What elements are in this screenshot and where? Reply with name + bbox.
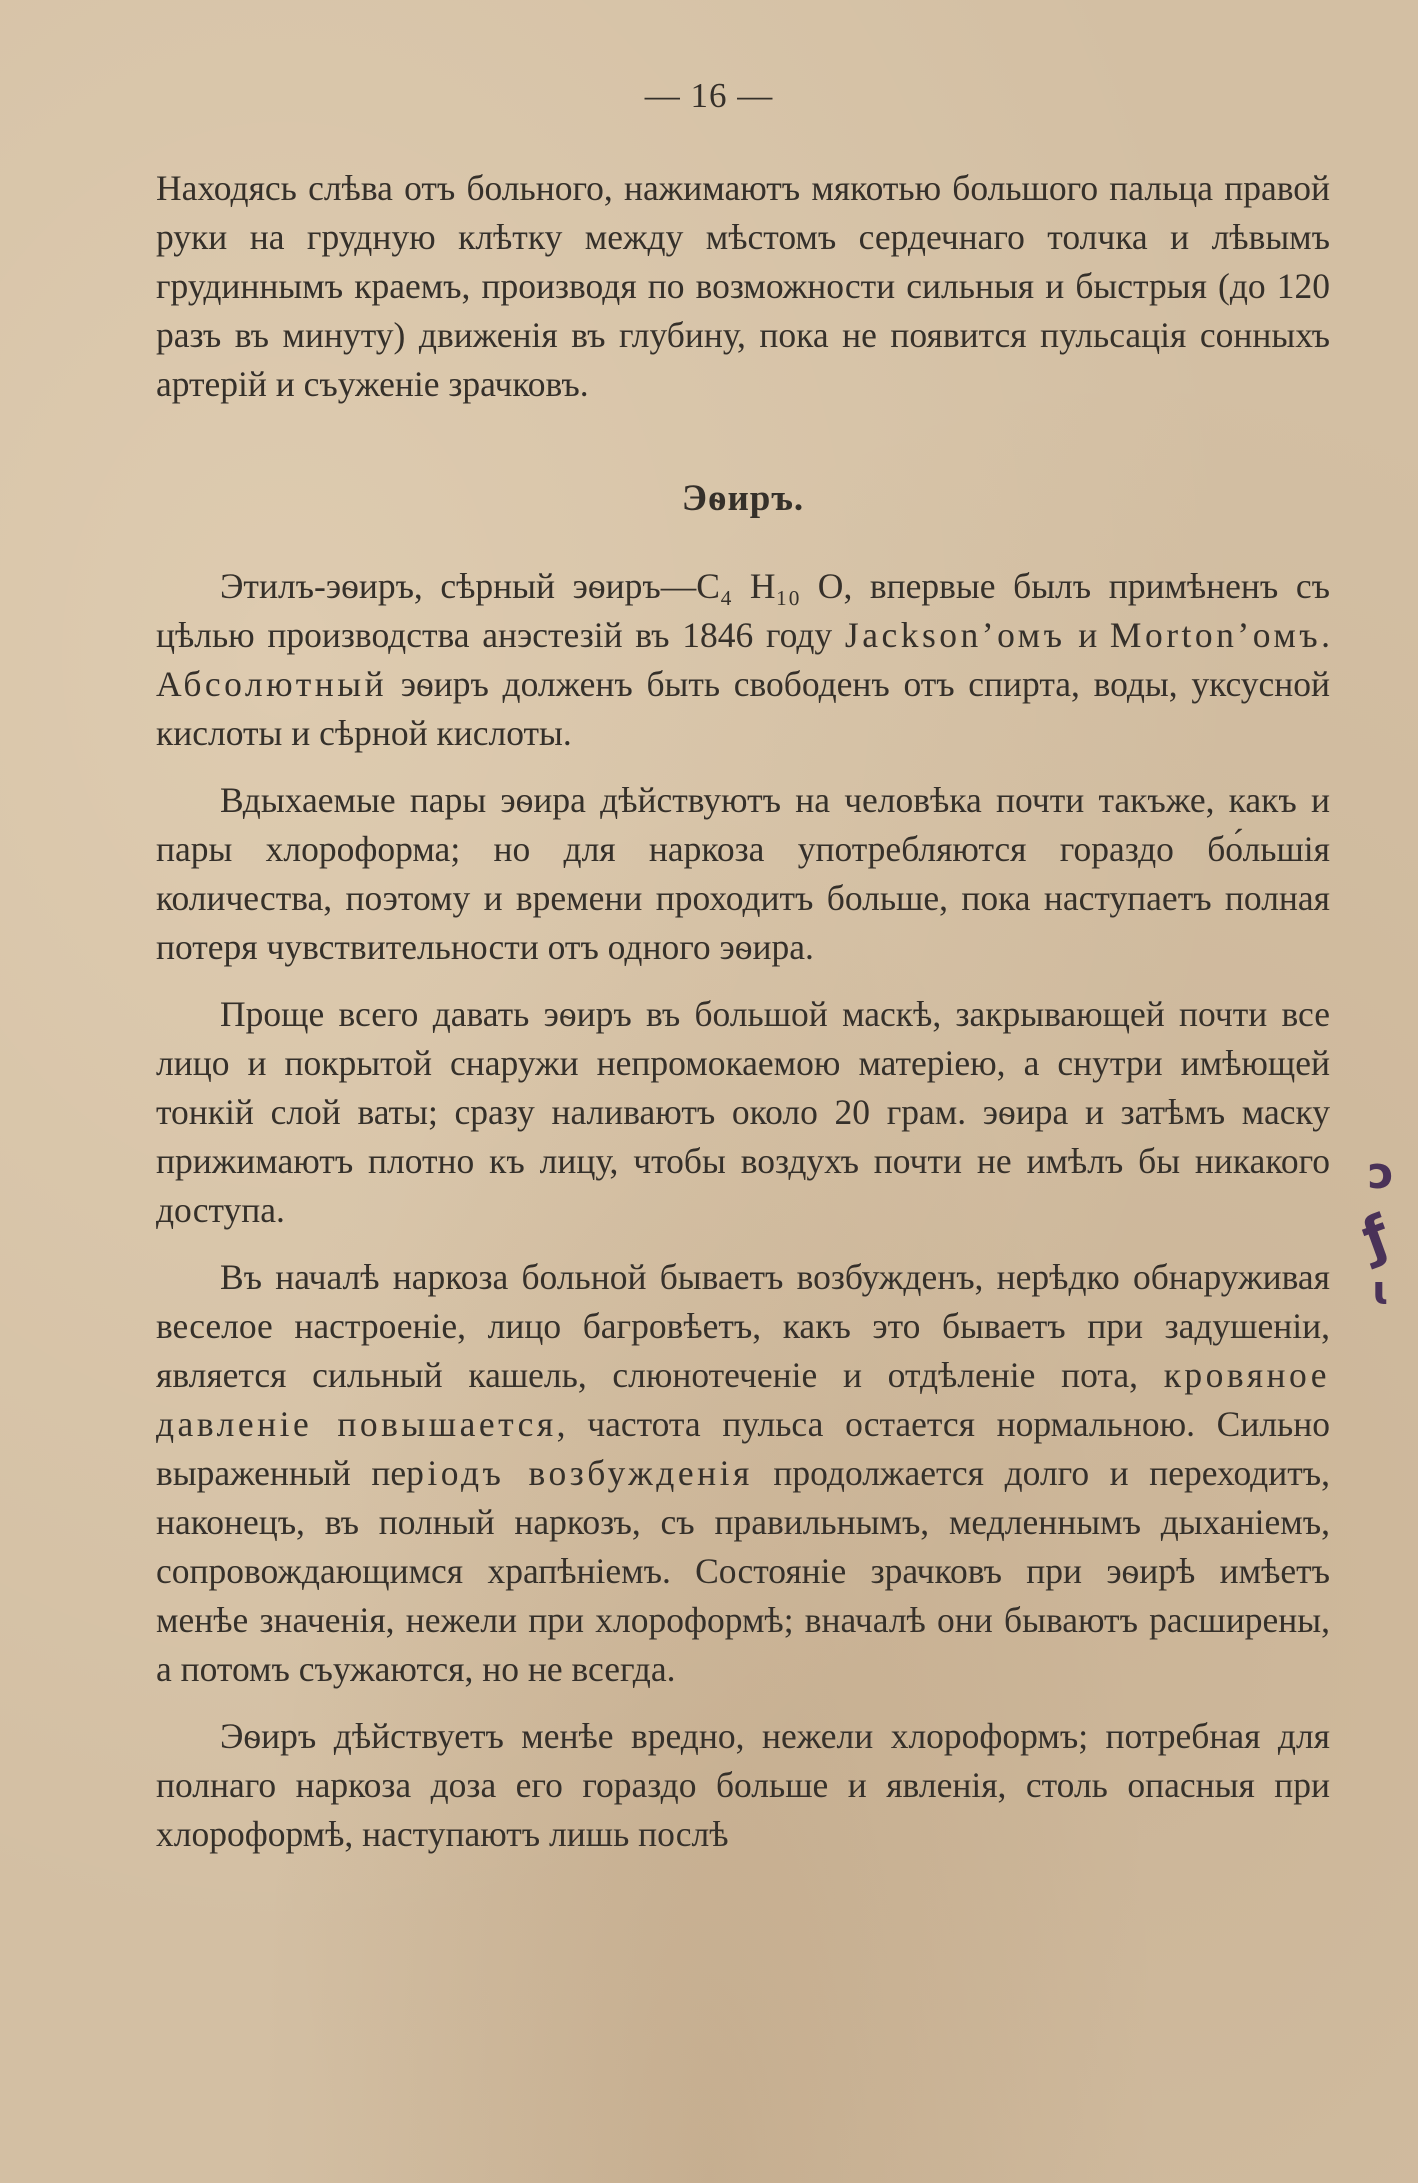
paragraph-1-part-c: и: [1065, 615, 1110, 655]
page-number: — 16 —: [644, 76, 774, 115]
margin-ink-mark-1: ↄ: [1368, 1148, 1395, 1199]
margin-ink-mark-3: ɩ: [1372, 1268, 1390, 1314]
author-morton: Morton’омъ: [1109, 615, 1322, 655]
emphasis-absolute: Абсолютный: [156, 664, 388, 704]
emphasis-blood-pressure: кровяное давленіе повышается: [156, 1355, 1330, 1444]
author-jackson: Jackson’омъ: [844, 615, 1066, 655]
paragraph-1-part-e: .: [1321, 615, 1331, 655]
paragraph-2: Вдыхаемые пары эѳира дѣйствуютъ на человѣка почти такъже, какъ и пары хлороформа; но для наркоза употребляются гораздо бо́льшія количества, поэтому и времени проходитъ больше, пока наступаетъ полная потеря чувствительности отъ одного эѳира.: [156, 780, 1330, 967]
paragraph-4-part-e: продолжается долго и переходитъ, наконецъ, въ полный наркозъ, съ правильнымъ, медленнымъ дыханiемъ, сопровождающимся храпѣніемъ. Состояніе зрачковъ при эѳирѣ имѣетъ менѣе значенія, нежели при хлороформѣ; вначалѣ они бываютъ расширены, а потомъ съужаются, но не всегда.: [156, 1453, 1330, 1689]
paragraph-4-part-a: Въ началѣ наркоза больной бываетъ возбужденъ, нерѣдко обнаруживая веселое настроеніе, лицо багровѣетъ, какъ это бываетъ при задушеніи, является сильный кашель, слюнотеченіе и отдѣленіе пота,: [156, 1257, 1330, 1395]
paragraph-1-part-a: Этилъ-эѳиръ, сѣрный эѳиръ—C₄ H₁₀ O, впервые былъ примѣненъ съ цѣлью производства анэстезій въ 1846 году: [156, 566, 1330, 655]
margin-ink-mark-2: ƒ: [1353, 1202, 1398, 1271]
section-heading: Эѳиръ.: [681, 478, 805, 519]
paragraph-4: [156, 1253, 1330, 1694]
paragraph-1: [156, 562, 1330, 758]
paragraph-4-part-c: , частота пульса остается нормальною. Сильно выраженный пе: [156, 1404, 1330, 1493]
text-body: [156, 164, 1330, 1877]
emphasis-excitation-period: ріодъ возбужденія: [406, 1453, 753, 1493]
paragraph-5: Эѳиръ дѣйствуетъ менѣе вредно, нежели хлороформъ; потребная для полнаго наркоза доза его гораздо больше и явленія, столь опасныя при хлороформѣ, наступаютъ лишь послѣ: [156, 1716, 1330, 1854]
intro-paragraph: Находясь слѣва отъ больного, нажимаютъ мякотью большого пальца правой руки на грудную клѣтку между мѣстомъ сердечнаго толчка и лѣвымъ грудиннымъ краемъ, производя по возможности сильныя и быстрыя (до 120 разъ въ минуту) движенія въ глубину, пока не появится пульсація сонныхъ артерій и съуженіе зрачковъ.: [156, 168, 1330, 404]
paragraph-3: Проще всего давать эѳиръ въ большой маскѣ, закрывающей почти все лицо и покрытой снаружи непромокаемою матеріею, а снутри имѣющей тонкій слой ваты; сразу наливаютъ около 20 грам. эѳира и затѣмъ маску прижимаютъ плотно къ лицу, чтобы воздухъ почти не имѣлъ бы никакого доступа.: [156, 994, 1330, 1230]
paragraph-1-part-g: эѳиръ долженъ быть свободенъ отъ спирта, воды, уксусной кислоты и сѣрной кислоты.: [156, 664, 1330, 753]
